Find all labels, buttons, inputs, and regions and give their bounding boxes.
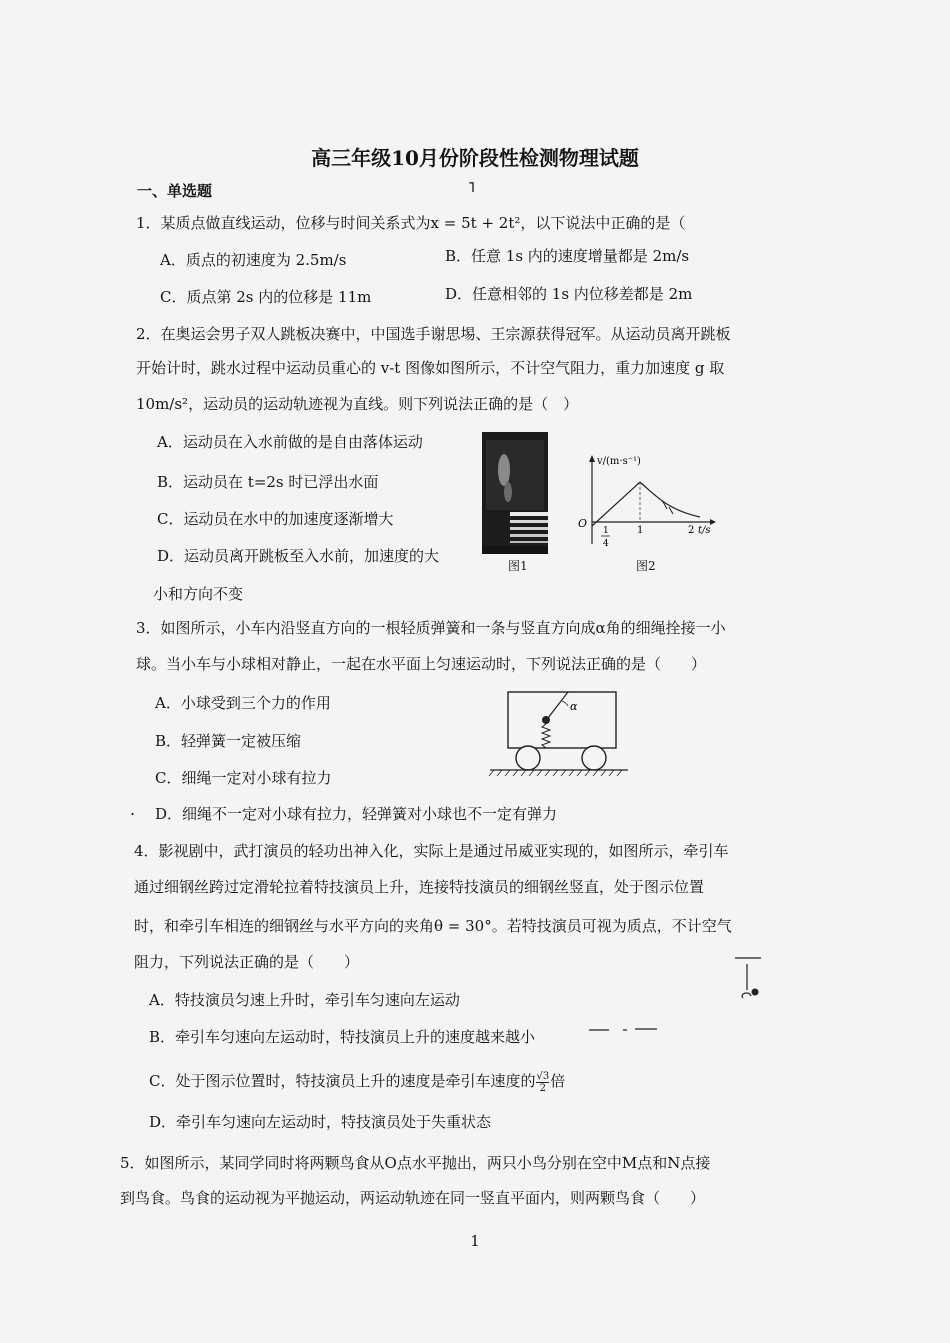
q3-option-b: B．轻弹簧一定被压缩 — [155, 732, 302, 750]
q5-stem-line-2: 到鸟食。鸟食的运动视为平抛运动，两运动轨迹在同一竖直平面内，则两颗鸟食（ ） — [120, 1189, 706, 1207]
q3-option-a: A．小球受到三个力的作用 — [155, 694, 331, 712]
spring — [542, 724, 550, 748]
q4-option-d: D．牵引车匀速向左运动时，特技演员处于失重状态 — [149, 1113, 492, 1131]
q4-stem-line-2: 通过细钢丝跨过定滑轮拉着特技演员上升，连接特技演员的细钢丝竖直，处于图示位置 — [134, 878, 705, 896]
ball — [542, 716, 550, 724]
stray-mark: ˥ — [468, 180, 475, 196]
q3-option-d: D．细绳不一定对小球有拉力，轻弹簧对小球也不一定有弹力 — [155, 805, 558, 823]
graph-decay-curve — [640, 482, 700, 517]
section-heading: 一、单选题 — [137, 182, 213, 200]
q3-stem-line-1: 3．如图所示，小车内沿竖直方向的一根轻质弹簧和一条与竖直方向成α角的细绳拴接一小 — [136, 619, 726, 637]
graph-tick-quarter-num: 1 — [603, 526, 609, 536]
figure1-caption: 图1 — [508, 559, 528, 573]
q2-option-a: A．运动员在入水前做的是自由落体运动 — [157, 433, 423, 451]
stray-dot: . — [130, 800, 136, 819]
q1-option-c: C．质点第 2s 内的位移是 11m — [160, 288, 372, 306]
graph-x-label: t/s — [698, 525, 711, 536]
q4-option-a: A．特技演员匀速上升时，牵引车匀速向左运动 — [149, 991, 460, 1009]
q2-option-d-continued: 小和方向不变 — [153, 585, 244, 603]
fraction-denominator: 2 — [539, 1082, 547, 1094]
x-axis-arrow — [710, 519, 716, 525]
q5-stem-line-1: 5．如图所示，某同学同时将两颗鸟食从O点水平抛出，两只小鸟分别在空中M点和N点接 — [120, 1154, 711, 1172]
q4-option-b: B．牵引车匀速向左运动时，特技演员上升的速度越来越小 — [149, 1028, 536, 1046]
q2-stem-line-1: 2．在奥运会男子双人跳板决赛中，中国选手谢思埸、王宗源获得冠军。从运动员离开跳板 — [136, 325, 731, 343]
graph-rise-line — [592, 482, 640, 526]
sqrt3-over-2-fraction — [536, 1071, 549, 1094]
vt-graph — [572, 452, 722, 552]
performer-dot — [752, 989, 759, 996]
q1-option-d: D．任意相邻的 1s 内位移差都是 2m — [445, 285, 693, 303]
graph-tick-2: 2 — [688, 525, 695, 536]
page-title: 高三年级10月份阶段性检测物理试题 — [311, 146, 639, 170]
graph-origin: O — [578, 517, 588, 530]
q2-option-b: B．运动员在 t=2s 时已浮出水面 — [157, 473, 379, 491]
angle-arc — [562, 701, 568, 706]
angle-label: α — [570, 700, 578, 713]
page-number: 1 — [470, 1232, 480, 1250]
graph-tick-mark — [662, 500, 667, 509]
q4-stem-line-3: 时，和牵引车相连的细钢丝与水平方向的夹角θ = 30°。若特技演员可视为质点，不计空气 — [134, 917, 732, 935]
graph-y-label: v/(m·s⁻¹) — [597, 456, 641, 467]
q2-option-d: D．运动员离开跳板至入水前，加速度的大 — [157, 547, 440, 565]
q1-stem: 1．某质点做直线运动，位移与时间关系式为x = 5t + 2t²，以下说法中正确的是（ — [136, 214, 686, 232]
q2-option-c: C．运动员在水中的加速度逐渐增大 — [157, 510, 394, 528]
cart-wheel-left — [516, 746, 540, 770]
q4-option-c — [149, 1070, 565, 1094]
y-axis-arrow — [589, 455, 595, 462]
rope — [548, 692, 568, 718]
graph-tick-quarter-den: 4 — [603, 539, 609, 549]
ground-hatching — [489, 770, 622, 776]
q3-stem-line-2: 球。当小车与小球相对静止，一起在水平面上匀速运动时，下列说法正确的是（ ） — [136, 655, 707, 673]
q3-option-c: C．细绳一定对小球有拉力 — [155, 769, 332, 787]
q4-stem-line-1: 4．影视剧中，武打演员的轻功出神入化，实际上是通过吊威亚实现的，如图所示，牵引车 — [134, 842, 729, 860]
q1-option-a: A．质点的初速度为 2.5m/s — [160, 251, 347, 269]
figure2-caption: 图2 — [636, 559, 656, 573]
q2-stem-line-2: 开始计时，跳水过程中运动员重心的 v-t 图像如图所示，不计空气阻力，重力加速度 g 取 — [136, 359, 725, 377]
pulley-diagram-fragment — [585, 950, 775, 1040]
graph-tick-mark — [669, 507, 673, 514]
cart-diagram — [486, 688, 632, 784]
q2-stem-line-3: 10m/s²，运动员的运动轨迹视为直线。则下列说法正确的是（ ） — [136, 395, 579, 413]
q4-stem-line-4: 阻力，下列说法正确的是（ ） — [134, 953, 360, 971]
q4-option-c-suffix: 倍 — [550, 1072, 566, 1090]
diver-photo — [482, 432, 548, 554]
fraction-numerator: √3 — [536, 1070, 550, 1082]
q4-option-c-text: C．处于图示位置时，特技演员上升的速度是牵引车速度的 — [149, 1072, 536, 1090]
graph-tick-1: 1 — [637, 525, 644, 536]
q1-option-b: B．任意 1s 内的速度增量都是 2m/s — [445, 247, 690, 265]
cart-wheel-right — [582, 746, 606, 770]
